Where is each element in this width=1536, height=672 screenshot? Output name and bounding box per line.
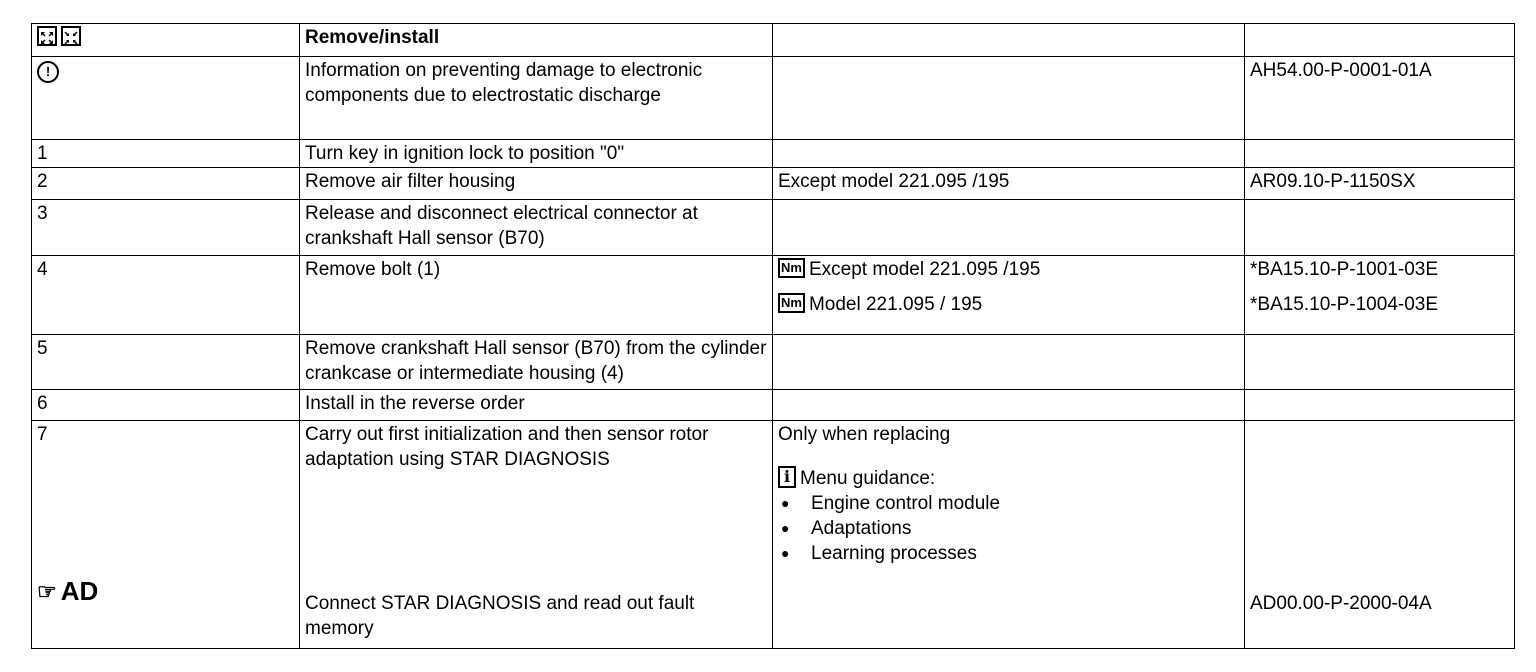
step-note (773, 57, 1245, 140)
torque-note-text: Except model 221.095 /195 (808, 259, 1041, 280)
step-number-cell (32, 421, 300, 649)
table-row (32, 421, 1515, 649)
list-item: ● Engine control module (778, 491, 1239, 516)
torque-notes-cell (773, 256, 1245, 335)
header-icons-cell (32, 24, 300, 57)
step-text: Turn key in ignition lock to position "0" (300, 140, 773, 168)
info-icon: i (778, 466, 796, 488)
step-text: Information on preventing damage to electronic components due to electrostatic discharge (300, 57, 773, 140)
step-text: Carry out first initialization and then sensor rotor adaptation using STAR DIAGNOSIS (305, 424, 709, 470)
step-ref[interactable]: *BA15.10-P-1001-03E (1250, 259, 1439, 280)
ad-text: Connect STAR DIAGNOSIS and read out fault memory (305, 593, 695, 639)
step-cell (32, 57, 300, 140)
step-ref (1245, 140, 1515, 168)
menu-guidance-list (778, 491, 1239, 566)
step-number: 5 (32, 335, 300, 390)
step-ref (1245, 390, 1515, 421)
ad-diagnosis-marker (37, 576, 99, 606)
step-note (773, 200, 1245, 256)
table-row (32, 256, 1515, 335)
step-number: 1 (32, 140, 300, 168)
step-number: 3 (32, 200, 300, 256)
header-empty-cell (1245, 24, 1515, 57)
ad-ref[interactable]: AD00.00-P-2000-04A (1250, 593, 1432, 614)
step-note: Except model 221.095 /195 (773, 168, 1245, 200)
step-text: Remove bolt (1) (300, 256, 773, 335)
list-item: ● Learning processes (778, 541, 1239, 566)
table-header-row (32, 24, 1515, 57)
torque-refs-cell (1245, 256, 1515, 335)
table-row (32, 335, 1515, 390)
step-number: 4 (32, 256, 300, 335)
step-text: Remove air filter housing (300, 168, 773, 200)
list-item: ● Adaptations (778, 516, 1239, 541)
torque-note (778, 257, 1239, 282)
step-note (773, 390, 1245, 421)
torque-nm-icon: Nm (778, 293, 805, 313)
table-row (32, 200, 1515, 256)
step-number: 7 (37, 424, 48, 445)
menu-guidance-title: Menu guidance: (800, 468, 936, 489)
menu-guidance (778, 466, 1239, 491)
header-empty-cell (773, 24, 1245, 57)
step-note (773, 140, 1245, 168)
table-row (32, 390, 1515, 421)
step-number: 6 (32, 390, 300, 421)
torque-nm-icon: Nm (778, 258, 805, 278)
pointing-hand-icon: ☞ (37, 579, 57, 604)
step-ref[interactable]: AR09.10-P-1150SX (1245, 168, 1515, 200)
step-note: Only when replacing (778, 424, 951, 445)
procedure-table (31, 23, 1515, 649)
table-row (32, 168, 1515, 200)
table-row (32, 140, 1515, 168)
table-row (32, 57, 1515, 140)
step-ref (1245, 335, 1515, 390)
step-ref-cell (1245, 421, 1515, 649)
esd-warning-icon: ! (37, 61, 59, 83)
collapse-icon[interactable] (61, 26, 81, 46)
step-text: Install in the reverse order (300, 390, 773, 421)
step-ref (1245, 200, 1515, 256)
expand-icon[interactable] (37, 26, 57, 46)
step-ref[interactable]: *BA15.10-P-1004-03E (1250, 294, 1439, 315)
step-ref[interactable]: AH54.00-P-0001-01A (1245, 57, 1515, 140)
torque-note-text: Model 221.095 / 195 (808, 294, 983, 315)
step-note-cell (773, 421, 1245, 649)
ad-label: AD (60, 576, 99, 606)
step-text: Release and disconnect electrical connector at crankshaft Hall sensor (B70) (300, 200, 773, 256)
step-note (773, 335, 1245, 390)
step-text: Remove crankshaft Hall sensor (B70) from the cylinder crankcase or intermediate housing (4) (300, 335, 773, 390)
torque-note (778, 292, 1239, 317)
header-title: Remove/install (300, 24, 773, 57)
step-text-cell (300, 421, 773, 649)
step-number: 2 (32, 168, 300, 200)
